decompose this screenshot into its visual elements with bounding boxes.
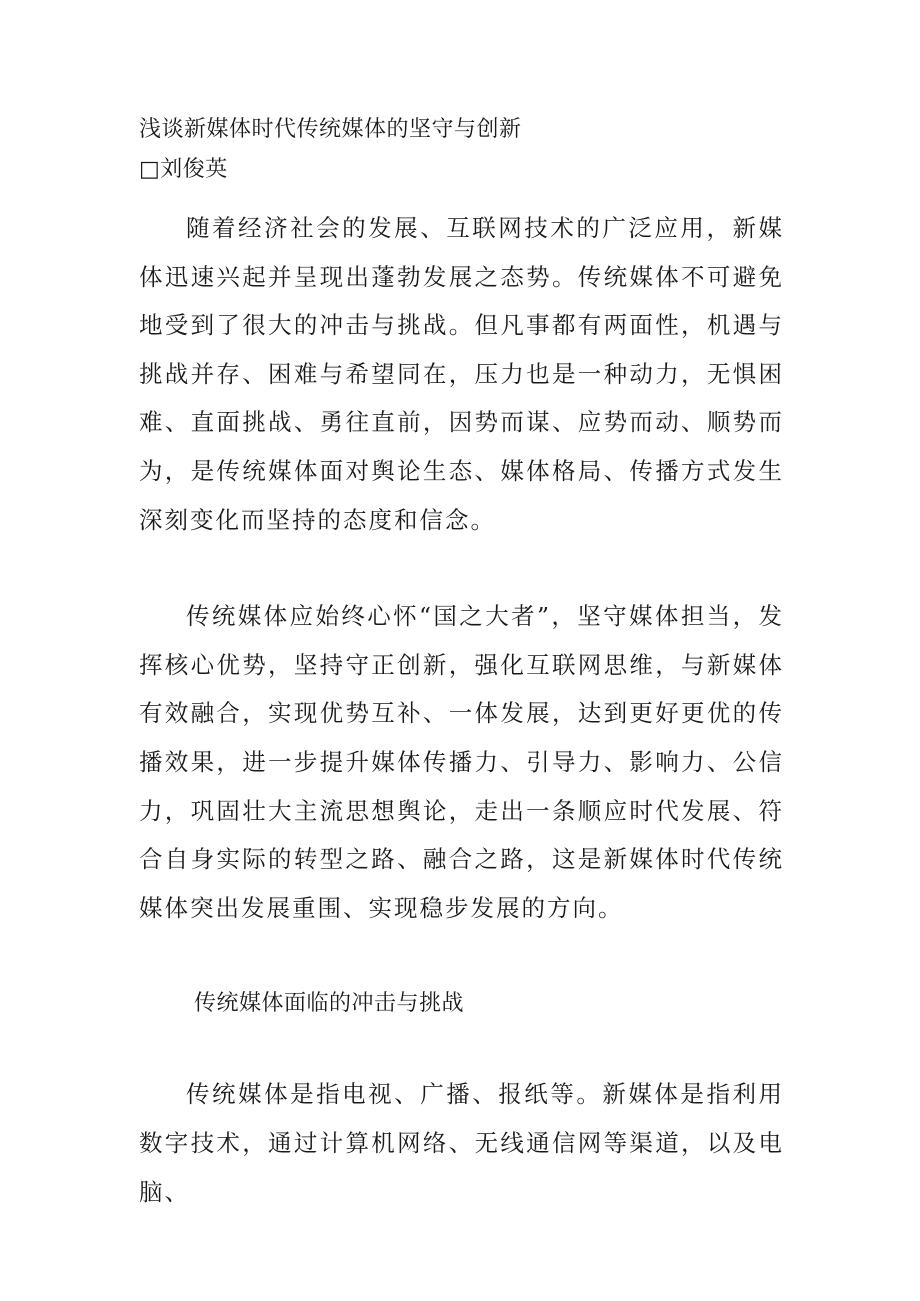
paragraph-section-body: 传统媒体是指电视、广播、报纸等。新媒体是指利用数字技术，通过计算机网络、无线通信网等渠道，以及电脑、	[139, 1080, 784, 1206]
paragraph-thesis: 传统媒体应始终心怀“国之大者”，坚守媒体担当，发挥核心优势，坚持守正创新，强化互联网思维，与新媒体有效融合，实现优势互补、一体发展，达到更好更优的传播效果，进一步提升媒体传播力、引导力、影响力、公信力，巩固壮大主流思想舆论，走出一条顺应时代发展、符合自身实际的转型之路、融合之路，这是新媒体时代传统媒体突出发展重围、实现稳步发展的方向。	[139, 602, 784, 922]
section-heading: 传统媒体面临的冲击与挑战	[194, 991, 465, 1017]
paragraph-intro: 随着经济社会的发展、互联网技术的广泛应用，新媒体迅速兴起并呈现出蓬勃发展之态势。传统媒体不可避免地受到了很大的冲击与挑战。但凡事都有两面性，机遇与挑战并存、困难与希望同在，压力也是一种动力，无惧困难、直面挑战、勇往直前，因势而谋、应势而动、顺势而为，是传统媒体面对舆论生态、媒体格局、传播方式发生深刻变化而坚持的态度和信念。	[139, 214, 784, 534]
document-page	[139, 112, 784, 1216]
article-title: 浅谈新媒体时代传统媒体的坚守与创新	[139, 117, 522, 142]
article-author: □刘俊英	[139, 157, 228, 182]
